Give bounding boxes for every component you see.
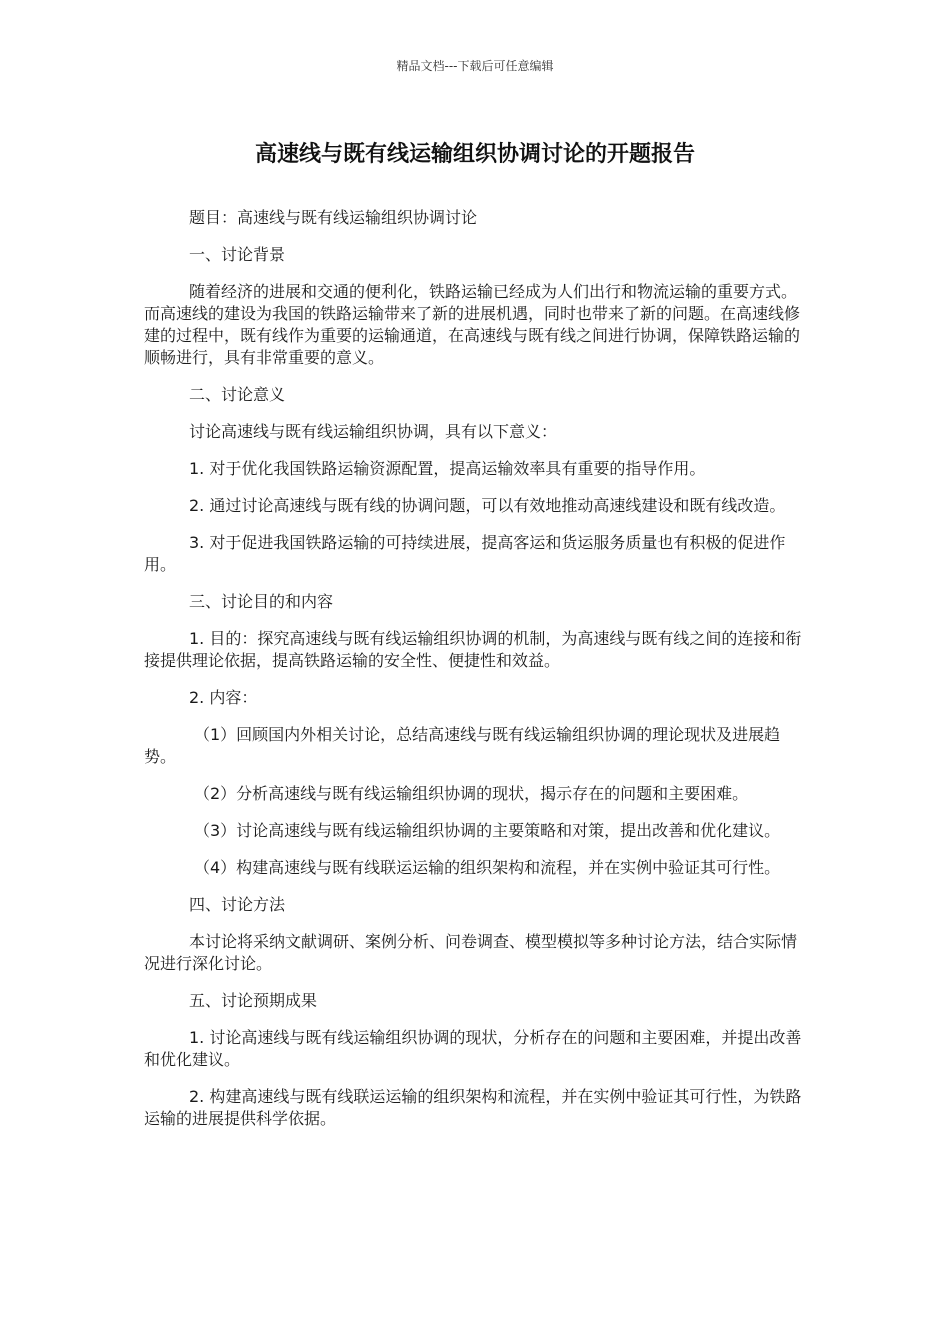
section-heading-methods: 四、讨论方法 [189, 895, 286, 914]
content-subitem-1: （1）回顾国内外相关讨论，总结高速线与既有线运输组织协调的理论现状及进展趋势。 [144, 725, 781, 766]
significance-item-2: 2. 通过讨论高速线与既有线的协调问题，可以有效地推动高速线建设和既有线改造。 [189, 496, 786, 515]
methods-paragraph: 本讨论将采纳文献调研、案例分析、问卷调查、模型模拟等多种讨论方法，结合实际情况进行深化讨论。 [144, 932, 798, 973]
significance-item-3: 3. 对于促进我国铁路运输的可持续进展，提高客运和货运服务质量也有积极的促进作用。 [144, 533, 786, 574]
content-item-label: 2. 内容： [189, 688, 258, 707]
topic-line: 题目：高速线与既有线运输组织协调讨论 [189, 208, 478, 227]
content-subitem-2: （2）分析高速线与既有线运输组织协调的现状，揭示存在的问题和主要困难。 [194, 784, 749, 803]
content-subitem-3: （3）讨论高速线与既有线运输组织协调的主要策略和对策，提出改善和优化建议。 [194, 821, 781, 840]
expected-result-item-1: 1. 讨论高速线与既有线运输组织协调的现状，分析存在的问题和主要困难，并提出改善和优化建议。 [144, 1028, 802, 1069]
expected-result-item-2: 2. 构建高速线与既有线联运运输的组织架构和流程，并在实例中验证其可行性，为铁路运输的进展提供科学依据。 [144, 1087, 802, 1128]
significance-item-1: 1. 对于优化我国铁路运输资源配置，提高运输效率具有重要的指导作用。 [189, 459, 706, 478]
content-subitem-4: （4）构建高速线与既有线联运运输的组织架构和流程，并在实例中验证其可行性。 [194, 858, 781, 877]
significance-intro: 讨论高速线与既有线运输组织协调，具有以下意义： [189, 422, 558, 441]
section-heading-significance: 二、讨论意义 [189, 385, 286, 404]
purpose-item: 1. 目的：探究高速线与既有线运输组织协调的机制，为高速线与既有线之间的连接和衔接提供理论依据，提高铁路运输的安全性、便捷性和效益。 [144, 629, 802, 670]
section-heading-background: 一、讨论背景 [189, 245, 286, 264]
document-body [144, 207, 807, 1145]
section-heading-expected-results: 五、讨论预期成果 [189, 991, 318, 1010]
document-title: 高速线与既有线运输组织协调讨论的开题报告 [254, 142, 695, 167]
section-heading-purpose-content: 三、讨论目的和内容 [189, 592, 334, 611]
background-paragraph: 随着经济的进展和交通的便利化，铁路运输已经成为人们出行和物流运输的重要方式。而高速线的建设为我国的铁路运输带来了新的进展机遇，同时也带来了新的问题。在高速线修建的过程中，既有线作为重要的运输通道，在高速线与既有线之间进行协调，保障铁路运输的顺畅进行，具有非常重要的意义。 [144, 282, 801, 367]
header-note: 精品文档---下载后可任意编辑 [396, 59, 554, 73]
